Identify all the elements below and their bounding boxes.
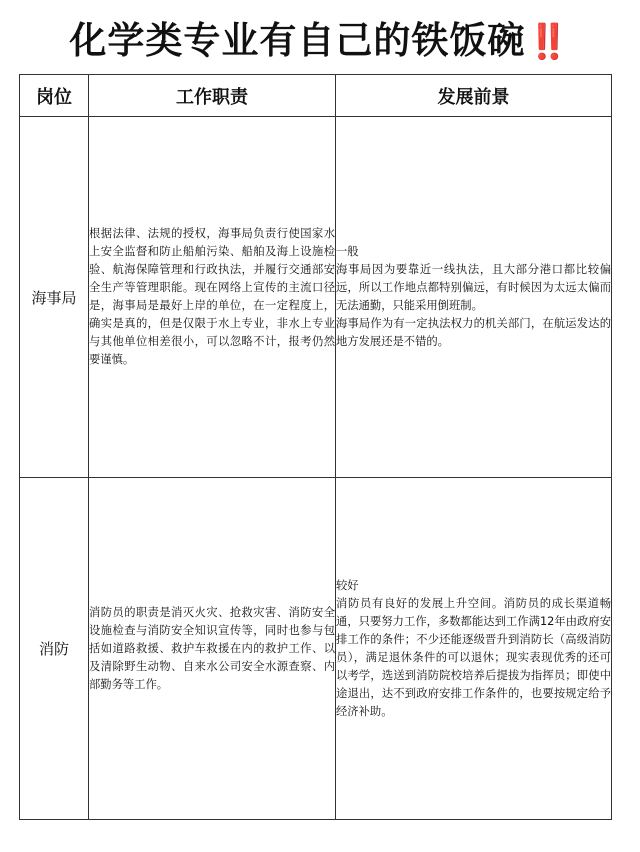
prospect-text: 消防员有良好的发展上升空间。消防员的成长渠道畅通，只要努力工作，多数都能达到工作满12年由政府安排工作的条件；不少还能逐级晋升到消防长（高级消防员），满足退休条件的可以退休；现实表现优秀的还可以考学，选送到消防院校培养后提拔为指挥员；即使中途退出，达不到政府安排工作条件的，也要按规定给予经济补助。	[336, 596, 611, 718]
table-row	[20, 117, 612, 478]
prospect-cell	[336, 117, 612, 478]
header-prospect: 发展前景	[336, 75, 612, 117]
prospect-rating: 较好	[336, 578, 359, 592]
prospect-text: 海事局作为有一定执法权力的机关部门，在航运发达的地方发展还是不错的。	[336, 317, 611, 348]
prospect-cell	[336, 478, 612, 820]
double-exclamation-icon: ‼️	[527, 22, 571, 62]
post-cell: 海事局	[20, 117, 89, 478]
prospect-rating: 一般	[336, 245, 359, 258]
prospect-text: 海事局因为要靠近一线执法，且大部分港口都比较偏远，所以工作地点都特别偏远，有时候因为太远太偏而无法通勤，只能采用倒班制。	[336, 263, 611, 312]
career-table	[19, 74, 612, 820]
table-header-row	[20, 75, 612, 117]
duty-text: 消防员的职责是消灭火灾、抢救灾害、消防安全设施检查与消防安全知识宣传等，同时也参与包括如道路救援、救护车救援在内的救护工作、以及清除野生动物、自来水公司安全水源查察、内部勤务等工作。	[89, 605, 335, 691]
title-text: 化学类专业有自己的铁饭碗	[69, 19, 526, 62]
post-cell: 消防	[20, 478, 89, 820]
header-post: 岗位	[20, 75, 89, 117]
duty-text: 根据法律、法规的授权，海事局负责行使国家水上安全监督和防止船舶污染、船舶及海上设施检验、航海保障管理和行政执法，并履行交通部安全生产等管理职能。现在网络上宣传的主流口径是，海事局是最好上岸的单位，在一定程度上，确实是真的，但是仅限于水上专业，非水上专业与其他单位相差很小，可以忽略不计，报考仍然要谨慎。	[89, 227, 335, 366]
duty-cell	[89, 117, 336, 478]
duty-cell	[89, 478, 336, 820]
page-title	[0, 14, 640, 69]
table-row	[20, 478, 612, 820]
header-duty: 工作职责	[89, 75, 336, 117]
